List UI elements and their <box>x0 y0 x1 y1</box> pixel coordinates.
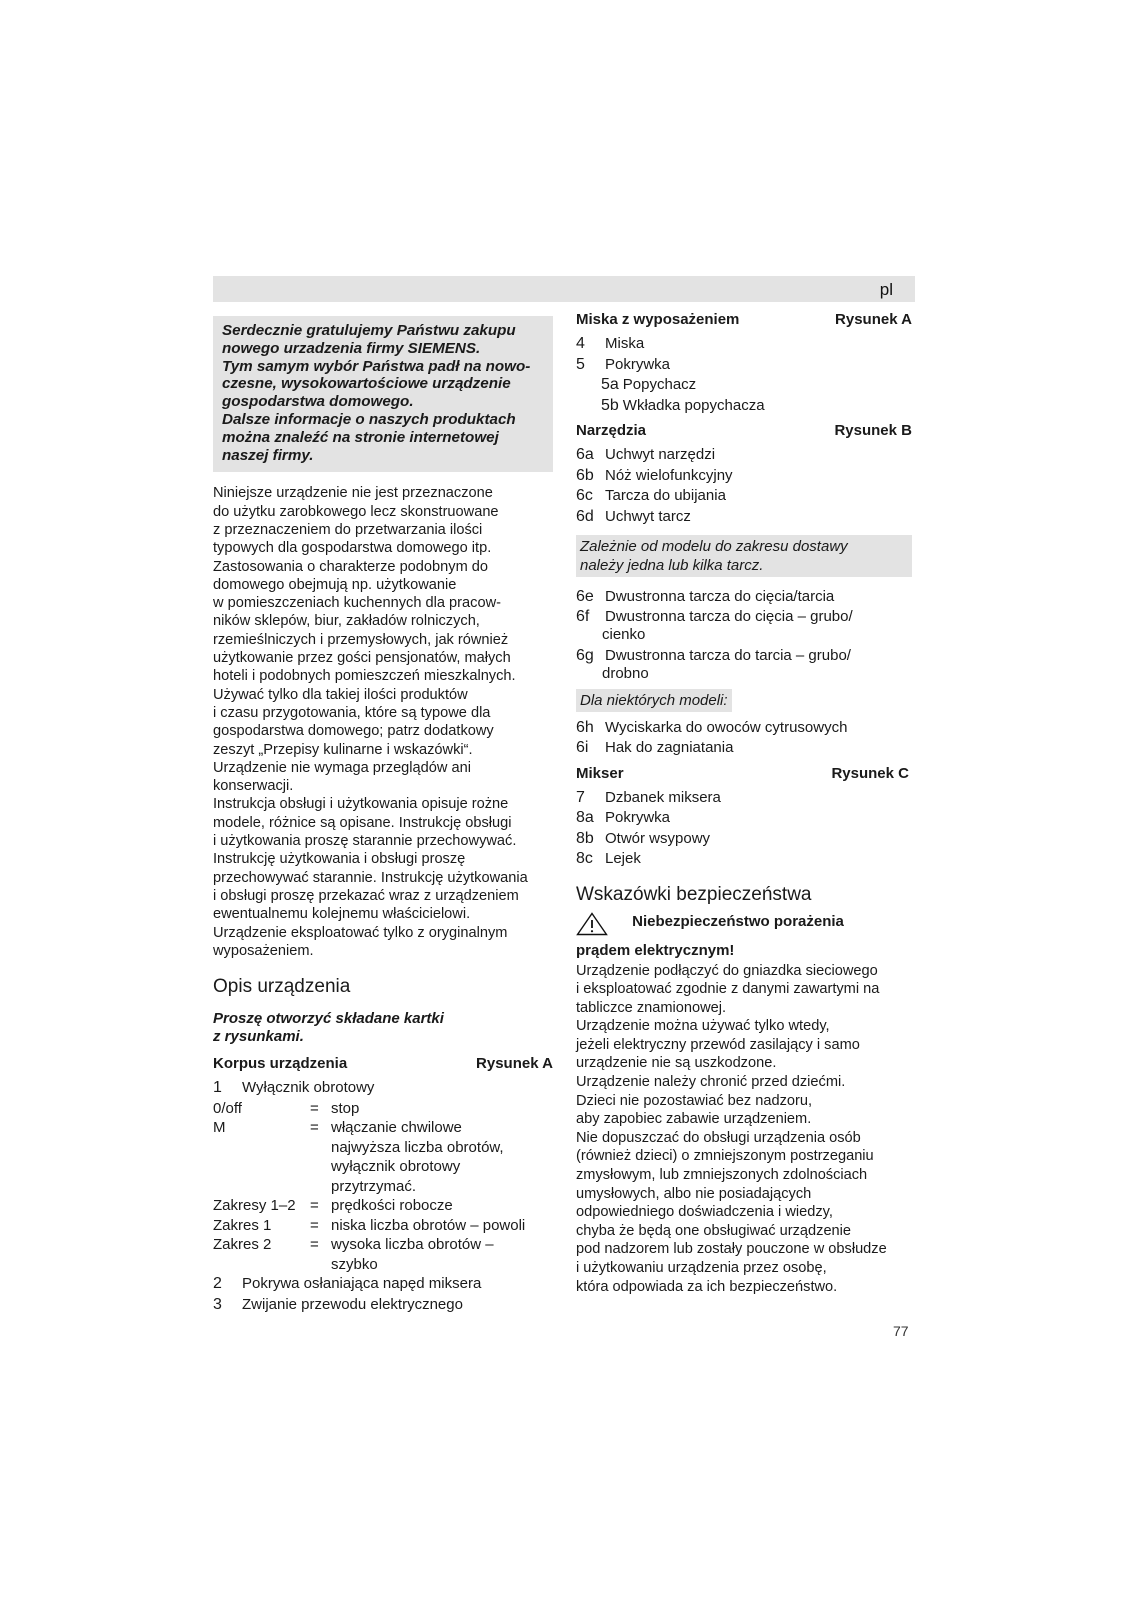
body-line: typowych dla gospodarstwa domowego itp. <box>213 540 492 557</box>
body-line: gospodarstwa domowego; patrz dodatkowy <box>213 723 494 740</box>
safety-line: Urządzenie podłączyć do gniazdka sieciowego <box>576 962 878 979</box>
safety-line: umysłowych, albo nie posiadających <box>576 1185 812 1202</box>
instruction-line: z rysunkami. <box>213 1027 304 1045</box>
body-line: modele, różnice są opisane. Instrukcję obsługi <box>213 814 512 831</box>
item-text: Hak do zagniatania <box>605 739 734 756</box>
safety-line: (również dzieci) o zmniejszonym postrzeganiu <box>576 1148 874 1165</box>
list-item <box>576 355 912 376</box>
safety-line: i użytkowaniu urządzenia przez osobę, <box>576 1260 827 1276</box>
warning-heading <box>576 912 912 960</box>
item-number: 1 <box>213 1079 222 1097</box>
value-line: włączanie chwilowe <box>331 1119 462 1137</box>
table-key: Zakres 2 <box>213 1236 272 1254</box>
safety-text <box>576 962 912 1297</box>
value-line: wysoka liczba obrotów – <box>331 1236 494 1254</box>
list-item <box>576 334 912 355</box>
safety-line: jeżeli elektryczny przewód zasilający i samo <box>576 1036 860 1053</box>
item-text: Nóż wielofunkcyjny <box>605 466 733 484</box>
item-text-continued: cienko <box>602 625 646 643</box>
subhead-label: Narzędzia <box>576 422 647 439</box>
intro-line: Dalsze informacje o naszych produktach <box>222 410 516 428</box>
body-line: do użytku zarobkowego lecz skonstruowane <box>213 503 499 520</box>
intro-line: czesne, wysokowartościowe urządzenie <box>222 375 511 393</box>
item-text: Dwustronna tarcza do tarcia – grubo/ <box>605 646 851 664</box>
list-item <box>213 1274 553 1295</box>
list-item <box>576 647 912 665</box>
subhead-narzedzia <box>576 422 912 439</box>
item-number: 6d <box>576 507 594 525</box>
subhead-label: Mikser <box>576 764 624 782</box>
safety-line: aby zapobiec zabawie urządzeniem. <box>576 1111 812 1128</box>
note-box <box>576 535 912 577</box>
body-line: Urządzenie eksploatować tylko z oryginalnym <box>213 924 508 941</box>
table-row <box>213 1216 553 1236</box>
warning-triangle-icon <box>576 912 608 941</box>
opis-instruction <box>213 1010 553 1045</box>
table-row <box>213 1235 553 1274</box>
table-value <box>331 1196 553 1216</box>
subhead-label: Korpus urządzenia <box>213 1055 348 1073</box>
item-number: 6e <box>576 588 594 605</box>
value-line: przytrzymać. <box>331 1177 417 1195</box>
table-value <box>331 1216 553 1236</box>
item-number: 7 <box>576 788 585 806</box>
body-line: i użytkowania proszę starannie przechowywać. <box>213 833 517 850</box>
body-line: z przeznaczeniem do przetwarzania ilości <box>213 521 483 538</box>
subhead-korpus <box>213 1055 553 1072</box>
item-text-continued: drobno <box>602 664 649 682</box>
item-text: Wkładka popychacza <box>622 396 765 414</box>
table-value <box>331 1235 553 1274</box>
item-number: 6c <box>576 487 593 504</box>
usage-text <box>213 484 553 960</box>
figure-ref: Rysunek A <box>835 311 912 328</box>
list-item <box>576 486 912 507</box>
table-key: M <box>213 1119 226 1137</box>
intro-line: można znaleźć na stronie internetowej <box>222 428 499 446</box>
warning-line: prądem elektrycznym! <box>576 941 735 959</box>
safety-line: która odpowiada za ich bezpieczeństwo. <box>576 1278 838 1295</box>
body-line: ników sklepów, biur, zakładów rolniczych, <box>213 613 480 630</box>
intro-line: Tym samym wybór Państwa padł na nowo- <box>222 357 531 375</box>
list-item <box>576 587 912 608</box>
instruction-line: Proszę otworzyć składane kartki <box>213 1010 444 1028</box>
item-text: Otwór wsypowy <box>605 829 711 847</box>
body-line: Używać tylko dla takiej ilości produktów <box>213 686 468 703</box>
header-bar <box>213 276 915 302</box>
table-row <box>213 1196 553 1216</box>
page-number: 77 <box>893 1323 909 1339</box>
item-number: 8b <box>576 829 594 847</box>
language-label: pl <box>879 280 893 299</box>
list-item <box>576 507 912 528</box>
body-line: użytkowanie przez gości pensjonatów, małych <box>213 650 511 667</box>
item-text: Pokrywka <box>605 355 671 373</box>
item-text: Dwustronna tarcza do cięcia/tarcia <box>605 588 835 605</box>
table-key: 0/off <box>213 1099 242 1117</box>
item-number: 6f <box>576 607 590 625</box>
body-line: przechowywać starannie. Instrukcję użytkowania <box>213 869 528 886</box>
body-line: rzemieślniczych i przemysłowych, jak również <box>213 631 509 648</box>
table-row <box>213 1099 553 1119</box>
item-number: 3 <box>213 1295 222 1313</box>
item-number: 6g <box>576 646 594 664</box>
table-value <box>331 1118 553 1196</box>
safety-line: chyba że będą one obsługiwać urządzenie <box>576 1222 852 1239</box>
intro-line: gospodarstwa domowego. <box>222 393 414 411</box>
table-eq: = <box>310 1236 319 1254</box>
list-item <box>576 396 912 417</box>
safety-line: Dzieci nie pozostawiać bez nadzoru, <box>576 1092 813 1109</box>
value-line: prędkości robocze <box>331 1197 453 1215</box>
list-item <box>213 1078 553 1099</box>
intro-line: nowego urzadzenia firmy SIEMENS. <box>222 339 481 357</box>
item-number: 6b <box>576 466 594 484</box>
table-eq: = <box>310 1099 319 1117</box>
item-text: Popychacz <box>622 376 697 393</box>
right-column <box>576 307 912 1296</box>
safety-line: i eksploatować zgodnie z danymi zawartymi na <box>576 981 880 998</box>
body-line: hoteli i podobnych pomieszczeń mieszkalnych. <box>213 668 516 685</box>
body-line: Zastosowania o charakterze podobnym do <box>213 558 489 575</box>
body-line: i obsługi proszę przekazać wraz z urządzeniem <box>213 887 519 904</box>
table-row <box>213 1118 553 1196</box>
note-line: należy jedna lub kilka tarcz. <box>580 557 764 574</box>
warning-line: Niebezpieczeństwo porażenia <box>632 912 844 930</box>
item-text: Lejek <box>605 850 641 867</box>
subhead-mikser <box>576 765 912 782</box>
item-text: Uchwyt tarcz <box>605 507 691 525</box>
switch-table <box>213 1099 553 1275</box>
item-text: Dwustronna tarcza do cięcia – grubo/ <box>605 607 853 625</box>
item-text: Zwijanie przewodu elektrycznego <box>242 1295 463 1313</box>
list-item <box>576 829 912 850</box>
item-number: 8a <box>576 809 594 826</box>
item-number: 2 <box>213 1275 222 1293</box>
item-text: Dzbanek miksera <box>605 788 721 806</box>
list-item <box>576 788 912 809</box>
figure-ref: Rysunek A <box>476 1055 553 1073</box>
list-item <box>576 808 912 829</box>
intro-line: Serdecznie gratulujemy Państwu zakupu <box>222 322 516 339</box>
list-item <box>576 608 912 626</box>
item-number: 8c <box>576 850 593 867</box>
safety-line: odpowiedniego doświadczenia i wiedzy, <box>576 1204 833 1221</box>
left-column <box>213 316 553 1315</box>
value-line: niska liczba obrotów – powoli <box>331 1216 526 1234</box>
body-line: konserwacji. <box>213 778 294 795</box>
body-line: Instrukcję użytkowania i obsługi proszę <box>213 851 466 868</box>
subhead-miska <box>576 311 912 328</box>
table-key: Zakres 1 <box>213 1216 272 1234</box>
item-text: Pokrywa osłaniająca napęd miksera <box>242 1275 482 1293</box>
item-text: Tarcza do ubijania <box>605 487 726 504</box>
item-number: 5b <box>601 396 619 414</box>
body-line: Instrukcja obsługi i użytkowania opisuje rożne <box>213 796 509 813</box>
item-text: Uchwyt narzędzi <box>605 446 716 463</box>
safety-line: Urządzenie można używać tylko wtedy, <box>576 1018 830 1035</box>
item-number: 4 <box>576 335 585 352</box>
item-text: Miska <box>605 335 645 352</box>
value-line: najwyższa liczba obrotów, <box>331 1138 504 1156</box>
safety-line: zmysłowym, lub zmniejszonych zdolnościach <box>576 1167 868 1184</box>
note-box-models: Dla niektórych modeli: <box>576 689 732 712</box>
intro-line: naszej firmy. <box>222 446 314 464</box>
list-item <box>576 738 912 759</box>
table-value <box>331 1099 553 1119</box>
value-line: stop <box>331 1099 360 1117</box>
body-line: domowego obejmują np. użytkowanie <box>213 576 457 593</box>
figure-ref: Rysunek C <box>831 764 909 782</box>
figure-ref: Rysunek B <box>834 422 912 439</box>
table-eq: = <box>310 1197 319 1215</box>
list-item <box>576 849 912 870</box>
body-line: i czasu przygotowania, które są typowe dla <box>213 704 491 721</box>
item-text: Wyłącznik obrotowy <box>242 1079 375 1097</box>
value-line: wyłącznik obrotowy <box>331 1158 461 1176</box>
list-item <box>576 445 912 466</box>
item-number: 5a <box>601 376 619 393</box>
item-text: Pokrywka <box>605 809 671 826</box>
subhead-label: Miska z wyposażeniem <box>576 311 740 328</box>
body-line: w pomieszczeniach kuchennych dla pracow- <box>213 595 501 612</box>
item-text: Wyciskarka do owoców cytrusowych <box>605 718 848 736</box>
section-title-safety: Wskazówki bezpieczeństwa <box>576 883 812 905</box>
body-line: Niniejsze urządzenie nie jest przeznaczone <box>213 485 493 502</box>
section-title-opis: Opis urządzenia <box>213 976 351 998</box>
safety-line: tabliczce znamionowej. <box>576 999 727 1016</box>
body-line: zeszyt „Przepisy kulinarne i wskazówki“. <box>213 741 473 758</box>
item-number: 6h <box>576 718 594 736</box>
safety-line: urządzenie nie są uszkodzone. <box>576 1055 777 1072</box>
item-number: 5 <box>576 355 585 373</box>
list-item <box>213 1295 553 1316</box>
body-line: wyposażeniem. <box>213 942 314 959</box>
body-line: Urządzenie nie wymaga przeglądów ani <box>213 759 471 776</box>
note-line: Zależnie od modelu do zakresu dostawy <box>580 538 848 555</box>
list-item <box>576 466 912 487</box>
table-key: Zakresy 1–2 <box>213 1197 296 1215</box>
table-eq: = <box>310 1216 319 1234</box>
safety-line: Nie dopuszczać do obsługi urządzenia osób <box>576 1129 861 1146</box>
body-line: ewentualnemu kolejnemu właścicielowi. <box>213 906 471 923</box>
value-line: szybko <box>331 1255 378 1273</box>
list-item <box>576 718 912 739</box>
item-number: 6a <box>576 446 594 463</box>
table-eq: = <box>310 1119 319 1137</box>
intro-box <box>213 316 553 472</box>
item-number: 6i <box>576 739 589 756</box>
safety-line: pod nadzorem lub zostały pouczone w obsłudze <box>576 1241 887 1258</box>
safety-line: Urządzenie należy chronić przed dziećmi. <box>576 1074 846 1091</box>
list-item <box>576 375 912 396</box>
